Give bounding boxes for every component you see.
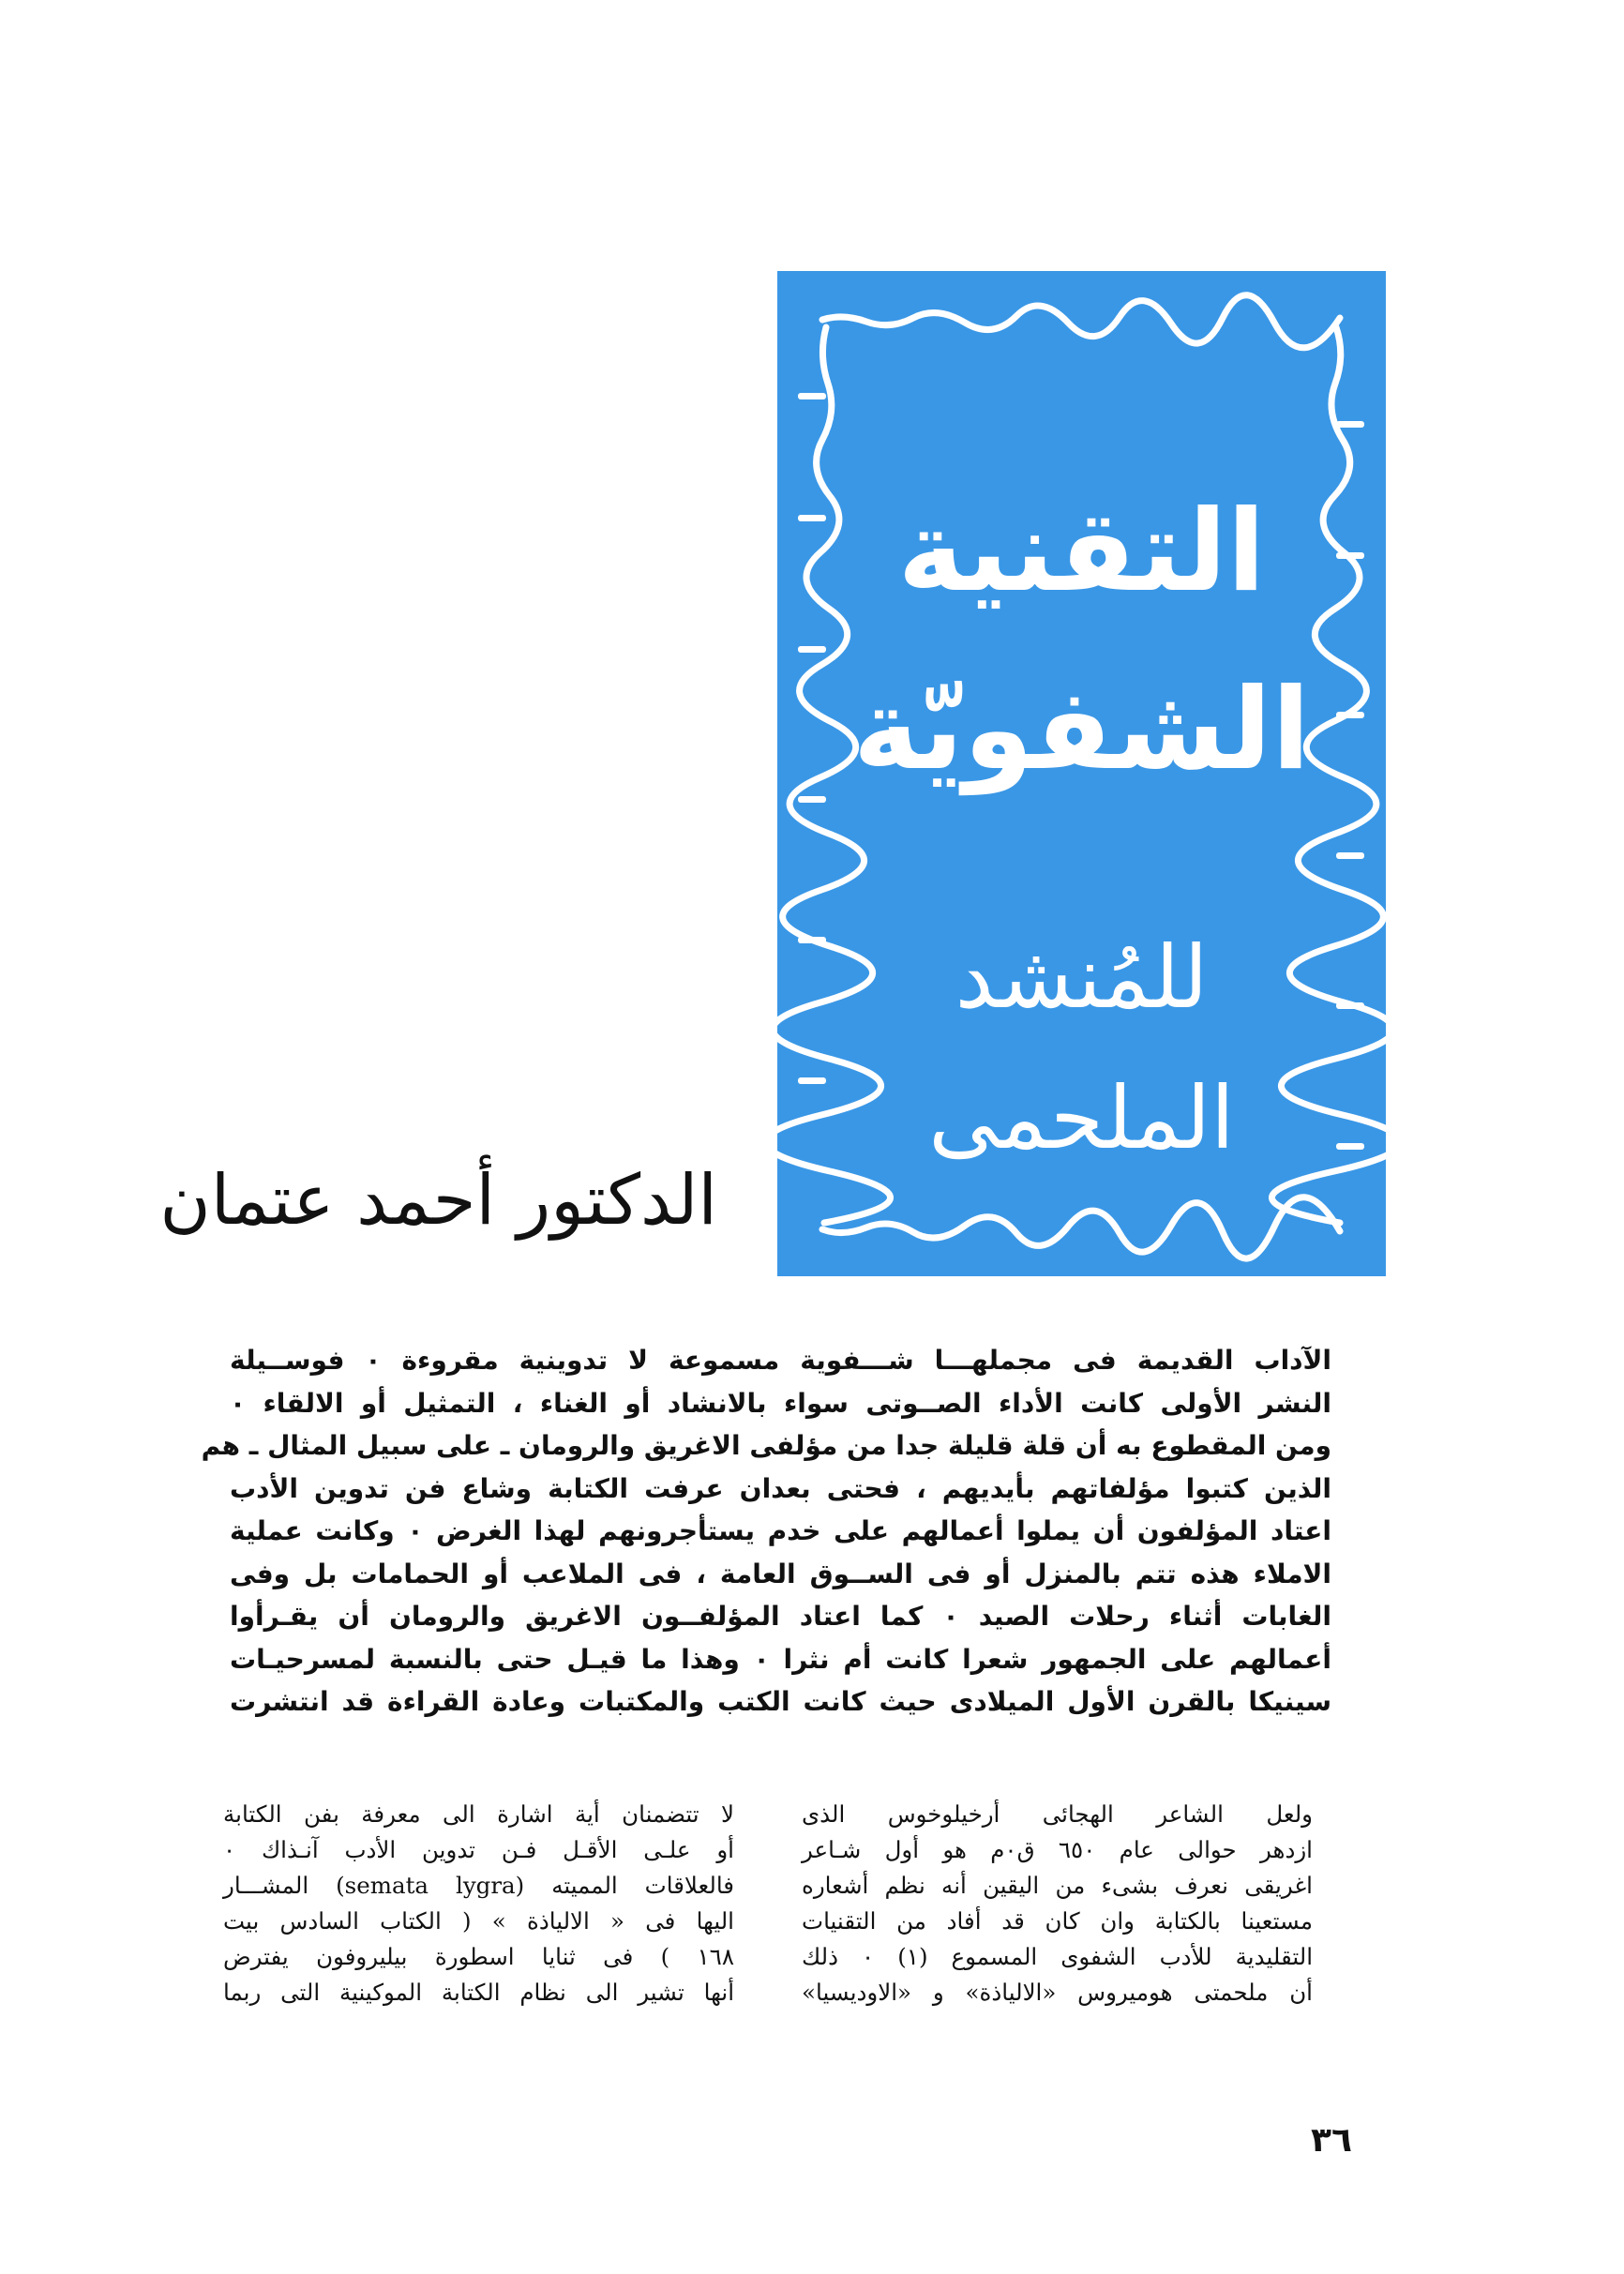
body-line: فالعلاقات المميته (semata lygra) المشـــار [223, 1872, 734, 1899]
lead-line: اعتاد المؤلفون أن يملوا أعمالهم على خدم يستأجرونهم لهذا الغرض ٠ وكانت عملية [230, 1515, 1331, 1546]
lead-line: الذين كتبوا مؤلفاتهم بأيديهم ، فحتى بعدان عرفت الكتابة وشاع فن تدوين الأدب [230, 1472, 1331, 1504]
lead-line: الآداب القديمة فى مجملهـــا شـــفوية مسموعة لا تدوينية مقروءة ٠ فوســيلة [230, 1345, 1331, 1376]
lead-line: سينيكا بالقرن الأول الميلادى حيث كانت الكتب والمكتبات وعادة القراءة قد انتشرت [230, 1686, 1331, 1717]
body-line: اليها فى « الالياذة » ( الكتاب السادس بيت [223, 1907, 734, 1935]
body-line: ازدهر حوالى عام ٦٥٠ ق٠م هو أول شـاعر [802, 1836, 1313, 1863]
title-line-1: التقنية [897, 487, 1266, 617]
author-name: الدكتور أحمد عتمان [159, 1160, 717, 1241]
body-line: لا تتضمنان أية اشارة الى معرفة بفن الكتابة [223, 1800, 734, 1828]
body-line: التقليدية للأدب الشفوى المسموع (١) ٠ ذلك [802, 1943, 1314, 1970]
title-line-3: للمُنشد [955, 927, 1209, 1028]
body-line: مستعينا بالكتابة وان كان قد أفاد من التقنيات [802, 1907, 1313, 1935]
body-line: أنها تشير الى نظام الكتابة الموكينية التى ربما [223, 1979, 734, 2006]
body-line: أن ملحمتى هوميروس «الالياذة» و «الاوديسيا» [802, 1979, 1313, 2006]
body-line: اغريقى نعرف بشىء من اليقين أنه نظم أشعاره [802, 1872, 1313, 1899]
title-line-4: الملحمى [928, 1068, 1235, 1168]
title-line-2: الشفويّة [852, 665, 1311, 795]
lead-line: الغابات أثناء رحلات الصيد ٠ كما اعتاد المؤلفــون الاغريق والرومان أن يقـرأوا [230, 1601, 1331, 1632]
title-block [777, 271, 1386, 1276]
lead-paragraph [201, 1339, 1331, 1724]
body-column-right [802, 1797, 1313, 2010]
lead-line: ومن المقطوع به أن قلة قليلة جدا من مؤلفى الاغريق والرومان ـ على سبيل المثال ـ هم [201, 1430, 1331, 1461]
lead-line: أعمالهم على الجمهور شعرا كانت أم نثرا ٠ وهذا ما قيـل حتى بالنسبة لمسرحيـات [230, 1643, 1331, 1675]
page-number: ٣٦ [1311, 2121, 1352, 2160]
lead-line: الاملاء هذه تتم بالمنزل أو فى الســوق العامة ، فى الملاعب أو الحمامات بل وفى [230, 1558, 1331, 1589]
body-line: أو علـى الأقـل فـن تدوين الأدب آنـذاك ٠ [223, 1836, 734, 1863]
body-line: ١٦٨ ) فى ثنايا اسطورة بيليروفون يفترض [223, 1943, 734, 1970]
lead-line: النشر الأولى كانت الأداء الصــوتى سواء بالانشاد أو الغناء ، التمثيل أو الالقاء ٠ [230, 1387, 1331, 1419]
body-line: ولعل الشاعر الهجائى أرخيلوخوس الذى [802, 1800, 1313, 1828]
body-column-left [223, 1797, 734, 2010]
